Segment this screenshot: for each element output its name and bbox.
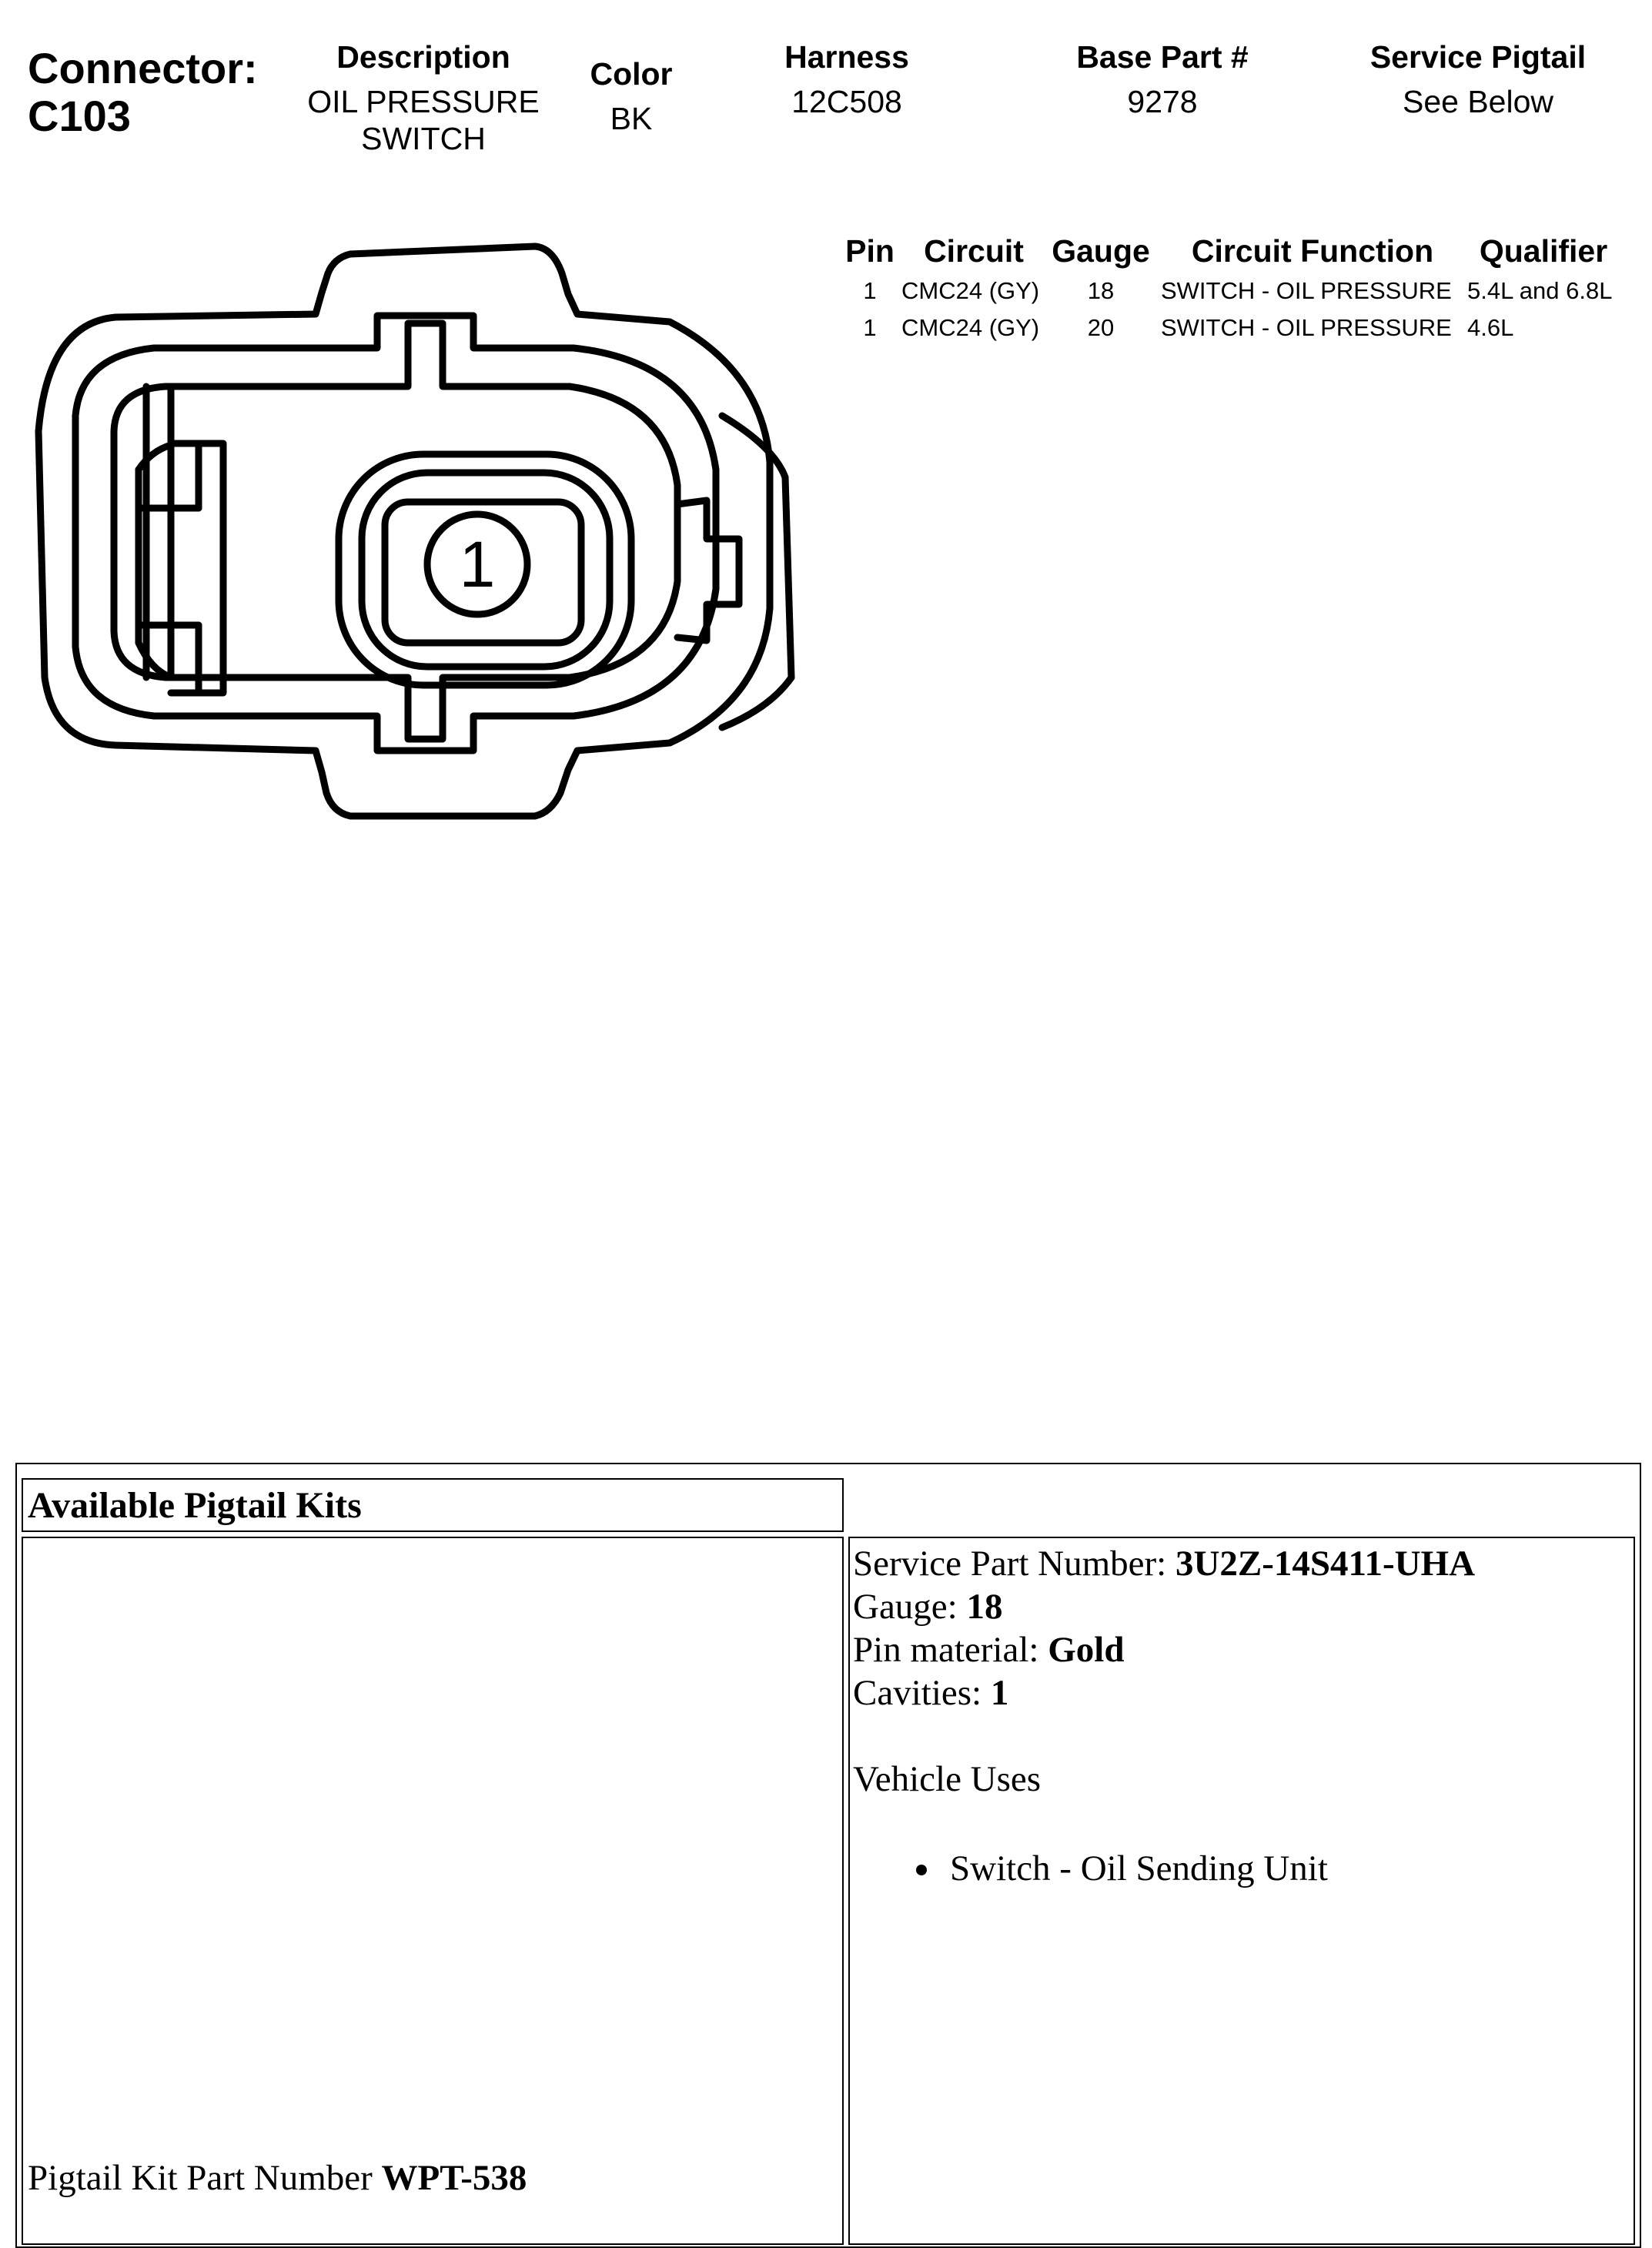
qualifier-cell: 4.6L — [1467, 314, 1514, 341]
cavities-line — [853, 1672, 1008, 1714]
cavities-label: Cavities: — [853, 1673, 991, 1713]
connector-face-diagram — [0, 0, 847, 908]
pin-material-label: Pin material: — [853, 1630, 1048, 1670]
pigtail-kit-line — [28, 2157, 527, 2199]
color-header: Color — [590, 56, 673, 92]
cavity-number-1: 1 — [459, 528, 496, 600]
pigtail-kit-cell — [22, 1537, 844, 2245]
base-part-value: 9278 — [1127, 84, 1198, 119]
connector-label: Connector: — [28, 44, 258, 92]
pin-material-line — [853, 1629, 1125, 1671]
service-part-number: 3U2Z-14S411-UHA — [1175, 1544, 1476, 1584]
pigtail-kit-label: Pigtail Kit Part Number — [28, 2158, 382, 2198]
vehicle-uses-label: Vehicle Uses — [853, 1759, 1042, 1799]
gauge-line — [853, 1586, 1002, 1628]
service-part-line — [853, 1543, 1475, 1585]
color-value: BK — [610, 101, 653, 136]
bullet-icon — [916, 1865, 927, 1875]
gauge-cell: 20 — [1087, 314, 1115, 341]
connector-id: C103 — [28, 92, 131, 140]
qualifier-cell: 5.4L and 6.8L — [1467, 277, 1613, 304]
circuit-function-header: Circuit Function — [1191, 233, 1434, 269]
pin-header: Pin — [845, 233, 895, 269]
service-pigtail-value: See Below — [1402, 84, 1553, 119]
harness-value: 12C508 — [791, 84, 902, 119]
pigtail-kit-number: WPT-538 — [381, 2158, 527, 2198]
circuit-cell: CMC24 (GY) — [901, 277, 1040, 304]
pin-material-value: Gold — [1048, 1630, 1125, 1670]
description-header: Description — [336, 39, 510, 75]
qualifier-header: Qualifier — [1479, 233, 1608, 269]
harness-header: Harness — [784, 39, 909, 75]
pin-cell: 1 — [863, 277, 877, 304]
gauge-value: 18 — [966, 1587, 1003, 1627]
description-value: OIL PRESSURE SWITCH — [307, 84, 540, 156]
circuit-function-cell: SWITCH - OIL PRESSURE — [1161, 277, 1452, 304]
circuit-function-cell: SWITCH - OIL PRESSURE — [1161, 314, 1452, 341]
base-part-header: Base Part # — [1076, 39, 1249, 75]
service-part-label: Service Part Number: — [853, 1544, 1175, 1584]
pigtail-title: Available Pigtail Kits — [28, 1485, 362, 1526]
cavities-value: 1 — [990, 1673, 1009, 1713]
circuit-header: Circuit — [924, 233, 1024, 269]
circuit-cell: CMC24 (GY) — [901, 314, 1040, 341]
vehicle-use-item: Switch - Oil Sending Unit — [950, 1848, 1328, 1888]
gauge-cell: 18 — [1087, 277, 1115, 304]
gauge-label: Gauge: — [853, 1587, 967, 1627]
service-pigtail-header: Service Pigtail — [1369, 39, 1587, 75]
pin-cell: 1 — [863, 314, 877, 341]
gauge-header: Gauge — [1052, 233, 1150, 269]
